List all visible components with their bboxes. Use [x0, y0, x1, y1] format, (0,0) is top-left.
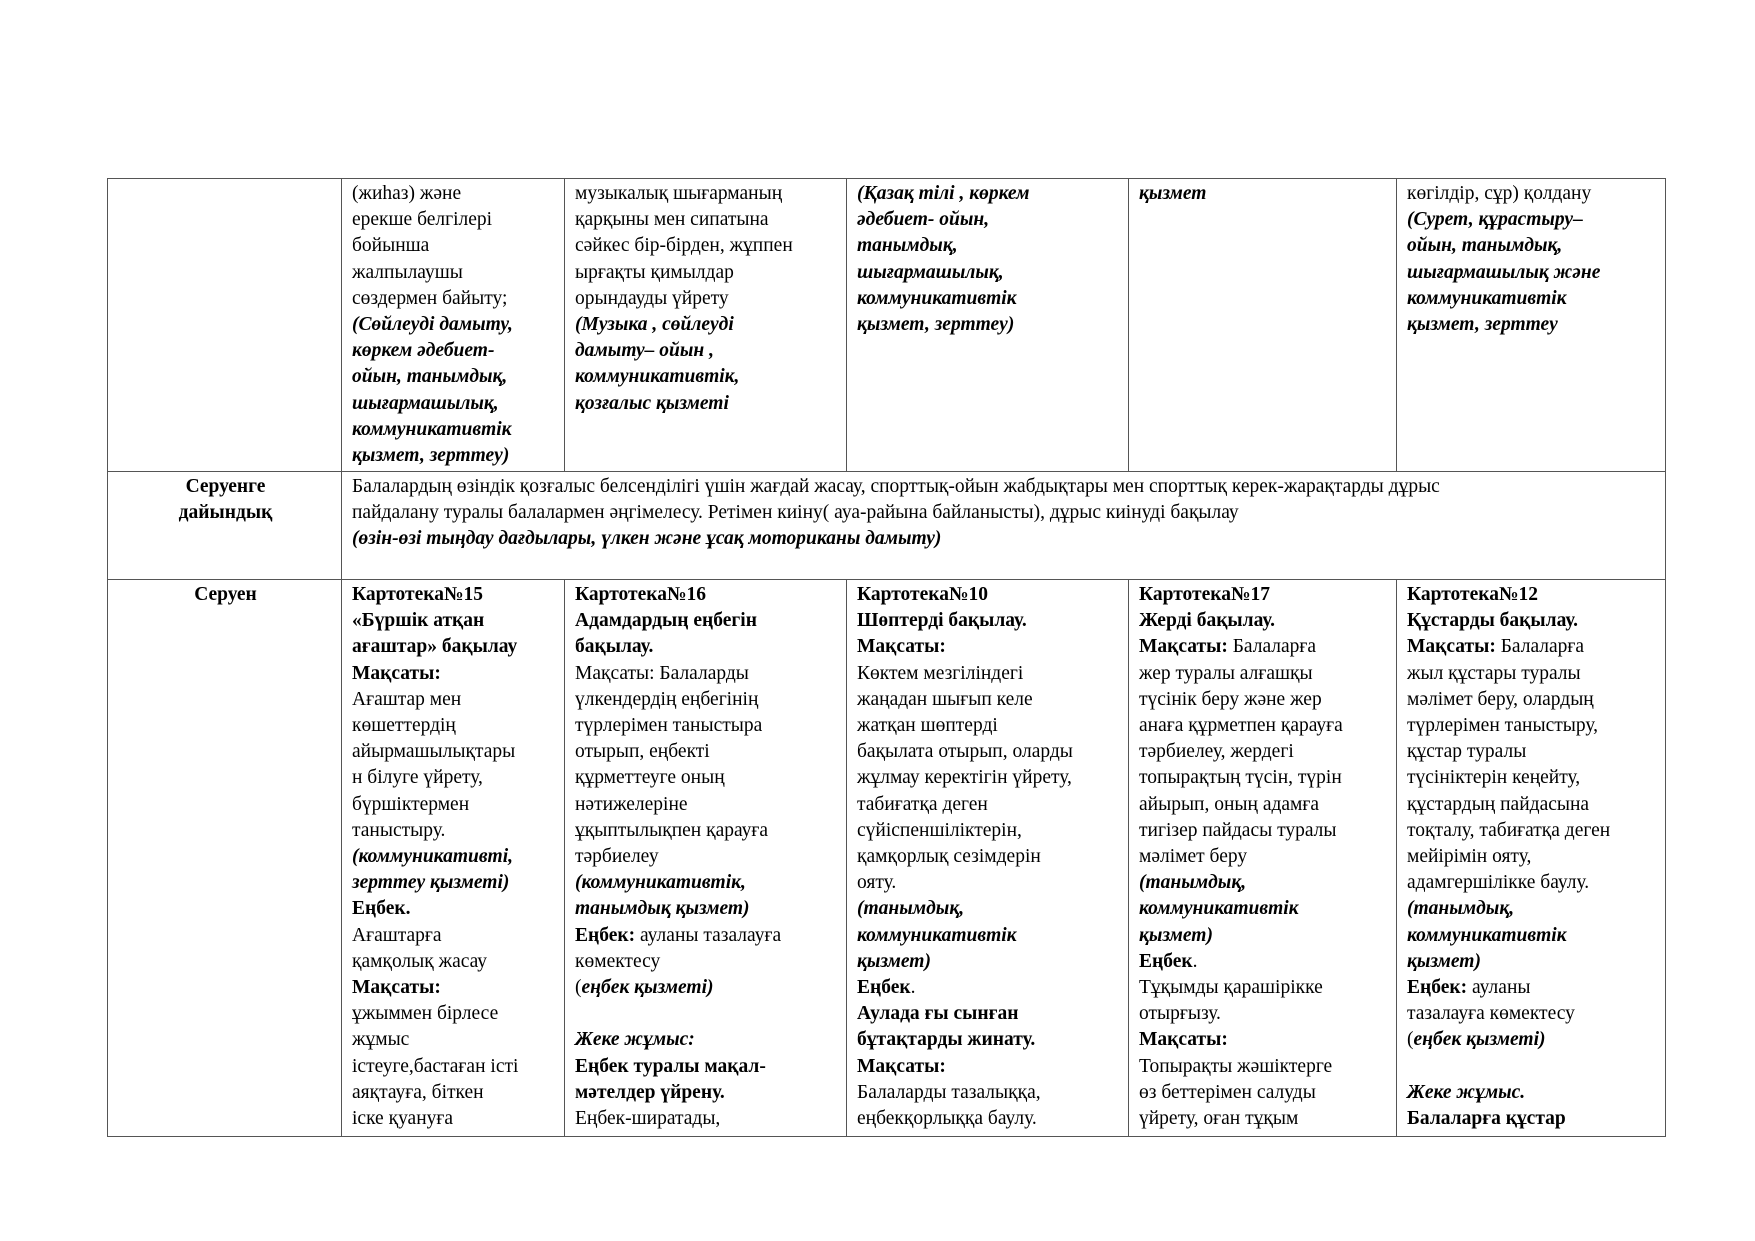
- row3-col1: Картотека№15 «Бүршік атқан ағаштар» бақылау Мақсаты: Ағаштар мен көшеттердің айырмашылықтары н білуге үйрету, бүршіктермен таныстыру. (коммуникативті, зерттеу қызметі) Еңбек. Ағаштарға қамқолық жасау Мақсаты: ұжыммен бірлесе жұмыс істеуге,бастаған істі аяқтауға, біткен іске қуануға: [342, 580, 565, 1137]
- row1-col2: музыкалық шығарманың қарқыны мен сипатына сәйкес бір-бірден, жұппен ырғақты қимылдар орындауды үйрету (Музыка , сөйлеуді дамыту– ойын , коммуникативтік, қозғалыс қызметі: [565, 179, 847, 472]
- row-walk-preparation: [108, 472, 1666, 580]
- row3-header: Серуен: [108, 580, 342, 1137]
- row-continuation: [108, 179, 1666, 472]
- row3-col4: Картотека№17 Жерді бақылау. Мақсаты: Балаларға жер туралы алғашқы түсінік беру және жер анаға құрметпен қарауға тәрбиелеу, жердегі топырақтың түсін, түрін айырып, оның адамға тигізер пайдасы туралы мәлімет беру (танымдық, коммуникативтік қызмет) Еңбек. Тұқымды қарашірікке отырғызу. Мақсаты: Топырақты жәшіктерге өз беттерімен салуды үйрету, оған тұқым: [1129, 580, 1397, 1137]
- row1-col3: (Қазақ тілі , көркем әдебиет- ойын, танымдық, шығармашылық, коммуникативтік қызмет, зерттеу): [847, 179, 1129, 472]
- row-walk: [108, 580, 1666, 1137]
- row2-header: Серуенге дайындық: [108, 472, 342, 580]
- row3-col2: Картотека№16 Адамдардың еңбегін бақылау. Мақсаты: Балаларды үлкендердің еңбегінің түрлерімен таныстыра отырып, еңбекті құрметтеуге оның нәтижелеріне ұқыптылықпен қарауға тәрбиелеу (коммуникативтік, танымдық қызмет) Еңбек: ауланы тазалауға көмектесу (еңбек қызметі) Жеке жұмыс: Еңбек туралы мақал- мәтелдер үйрену. Еңбек-ширатады,: [565, 580, 847, 1137]
- row1-header: [108, 179, 342, 472]
- row3-col3: Картотека№10 Шөптерді бақылау. Мақсаты: Көктем мезгіліндегі жаңадан шығып келе жатқан шөптерді бақылата отырып, оларды жұлмау керектігін үйрету, табиғатқа деген сүйіспеншіліктерін, қамқорлық сезімдерін ояту. (танымдық, коммуникативтік қызмет) Еңбек. Аулада ғы сынған бұтақтарды жинату. Мақсаты: Балаларды тазалыққа, еңбекқорлыққа баулу.: [847, 580, 1129, 1137]
- row1-col4: қызмет: [1129, 179, 1397, 472]
- plan-table: [107, 178, 1666, 1137]
- row3-col5: Картотека№12 Құстарды бақылау. Мақсаты: Балаларға жыл құстары туралы мәлімет беру, олардың түрлерімен таныстыру, құстар туралы түсініктерін кеңейту, құстардың пайдасына тоқталу, табиғатқа деген мейірімін ояту, адамгершілікке баулу. (танымдық, коммуникативтік қызмет) Еңбек: ауланы тазалауға көмектесу (еңбек қызметі) Жеке жұмыс. Балаларға құстар: [1397, 580, 1666, 1137]
- row1-col1: (жиhаз) және ерекше белгілері бойынша жалпылаушы сөздермен байыту; (Сөйлеуді дамыту, көркем әдебиет- ойын, танымдық, шығармашылық, коммуникативтік қызмет, зерттеу): [342, 179, 565, 472]
- row1-col5: көгілдір, сұр) қолдану (Сурет, құрастыру– ойын, танымдық, шығармашылық және коммуникативтік қызмет, зерттеу: [1397, 179, 1666, 472]
- row2-content: Балалардың өзіндік қозғалыс белсенділігі үшін жағдай жасау, спорттық-ойын жабдықтары мен спорттық керек-жарақтарды дұрыс пайдалану туралы балалармен әңгімелесу. Ретімен киіну( ауа-райына байланысты), дұрыс киінуді бақылау (өзін-өзі тыңдау дағдылары, үлкен және ұсақ моториканы дамыту): [342, 472, 1666, 580]
